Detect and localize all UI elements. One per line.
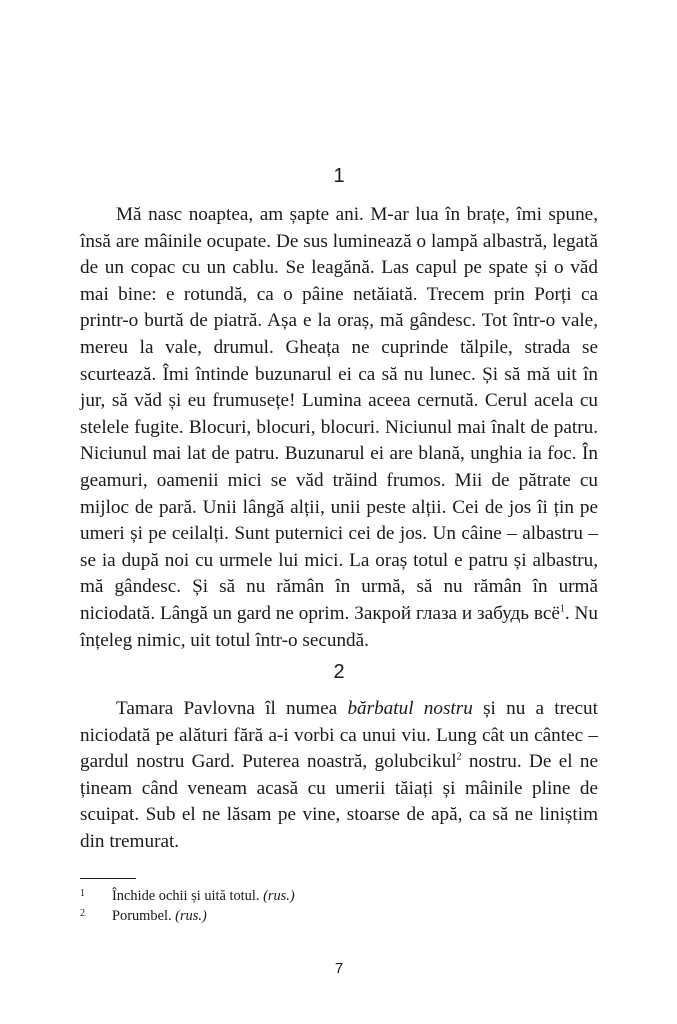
- section-1-paragraph: [80, 202, 598, 654]
- footnote-divider: [80, 878, 136, 879]
- page-number: 7: [334, 960, 344, 977]
- footnote-marker: 1: [80, 888, 85, 899]
- text-run: bărbatul nostru: [347, 698, 473, 719]
- footnote-text: Porumbel. (rus.): [112, 908, 207, 924]
- text-run: Mă nasc noaptea, am șapte ani. M-ar lua în brațe, îmi spune, însă are mâinile ocupate. De sus luminează o lampă albastră, legată de un copac cu un cablu. Se leagănă. Las capul pe spate și o văd mai bine: e rotundă, ca o pâine netăiată. Trecem prin Porți ca printr-o burtă de piatră. Așa e la oraș, mă gândesc. Tot într-o vale, mereu la vale, drumul. Gheața ne cuprinde tălpile, strada se scurtează. Îmi întinde buzunarul ei ca să nu lunec. Și să mă uit în jur, să văd și eu frumusețe! Lumina aceea cernută. Cerul acela cu stelele fugite. Blocuri, blocuri, blocuri. Niciunul mai înalt de patru. Niciunul mai lat de patru. Buzunarul ei are blană, unghia ia foc. În geamuri, oamenii mici se văd trăind frumos. Mii de pătrate cu mijloc de pară. Unii lângă alții, unii peste alții. Cei de jos îi țin pe umeri și pe ceilalți. Sunt puternici cei de jos. Un câine – albastru – se ia după noi cu urmele lui mici. La oraș totul e patru și albastru, mă gândesc. Și să nu rămân în urmă, să nu rămân în urmă niciodată. Lângă un gard ne oprim. Закрой глаза и забудь всё: [80, 204, 598, 624]
- text-run: și nu a trecut niciodată pe alături fără a-i vorbi ca unui viu. Lung cât un cântec – gardul nostru Gard. Puterea noastră, golubcikul: [80, 698, 598, 773]
- section-number-1: 1: [333, 165, 345, 187]
- section-2-paragraph: [80, 696, 598, 856]
- footnote-marker: 2: [80, 908, 85, 919]
- section-number-2: 2: [333, 661, 345, 683]
- footnote-reference: 2: [456, 751, 462, 763]
- text-run: . Nu înțeleg nimic, uit totul într-o secundă.: [80, 602, 599, 651]
- text-run: nostru. De el ne țineam când veneam acasă cu umerii tăiați și mâinile pline de scuipat. Sub el ne lăsam pe vine, stoarse de apă, ca să ne liniștim din tremurat.: [80, 751, 598, 852]
- footnote-text: Închide ochii și uită totul. (rus.): [112, 888, 295, 904]
- footnote-reference: 1: [559, 603, 565, 615]
- text-run: Tamara Pavlovna îl numea: [116, 698, 348, 719]
